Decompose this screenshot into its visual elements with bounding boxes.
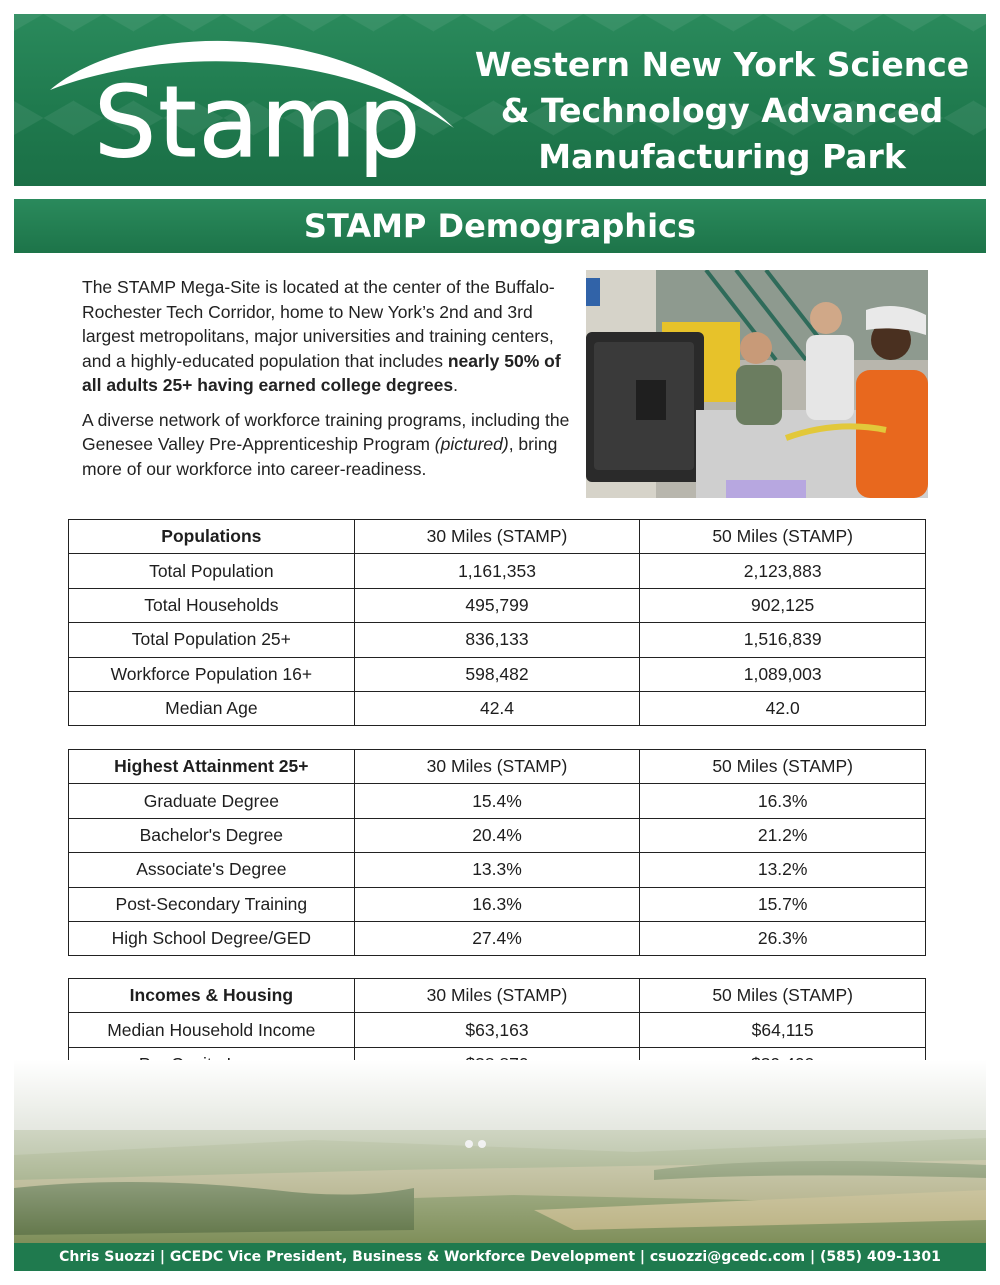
table-cell: 2,123,883 bbox=[640, 554, 926, 588]
table-cell: 15.4% bbox=[354, 784, 640, 818]
table-cell: 598,482 bbox=[354, 657, 640, 691]
table-header-cell: Populations bbox=[69, 520, 355, 554]
table-row bbox=[69, 657, 926, 691]
intro-text bbox=[82, 275, 572, 491]
table-cell: High School Degree/GED bbox=[69, 921, 355, 955]
intro-paragraph-2 bbox=[82, 408, 572, 482]
table-header-row bbox=[69, 750, 926, 784]
table-header-row bbox=[69, 520, 926, 554]
page-title: Western New York Science & Technology Advanced Manufacturing Park bbox=[474, 45, 970, 176]
table-row bbox=[69, 554, 926, 588]
intro-p1-text: The STAMP Mega-Site is located at the center of the Buffalo-Rochester Tech Corridor, home to New York’s 2nd and 3rd largest metropolitans, major universities and training centers, and a highly-educated population that includes bbox=[82, 277, 555, 371]
table-header-cell: 50 Miles (STAMP) bbox=[640, 979, 926, 1013]
table-row bbox=[69, 784, 926, 818]
table-cell: Associate's Degree bbox=[69, 853, 355, 887]
table-row bbox=[69, 818, 926, 852]
table-cell: 16.3% bbox=[354, 887, 640, 921]
stamp-logo bbox=[42, 28, 462, 178]
table-row bbox=[69, 588, 926, 622]
header-banner bbox=[14, 14, 986, 186]
table-cell: Total Population bbox=[69, 554, 355, 588]
table-cell: 902,125 bbox=[640, 588, 926, 622]
table-cell: Median Household Income bbox=[69, 1013, 355, 1047]
table-cell: 26.3% bbox=[640, 921, 926, 955]
table-header-cell: 50 Miles (STAMP) bbox=[640, 520, 926, 554]
training-photo bbox=[586, 270, 928, 498]
table-cell: $63,163 bbox=[354, 1013, 640, 1047]
intro-p2-end: , bring more of our workforce into career-readiness. bbox=[82, 434, 558, 479]
table-cell: 1,161,353 bbox=[354, 554, 640, 588]
table-cell: 15.7% bbox=[640, 887, 926, 921]
table-row bbox=[69, 887, 926, 921]
table-header-cell: 30 Miles (STAMP) bbox=[354, 750, 640, 784]
table-row bbox=[69, 853, 926, 887]
landscape-illustration bbox=[14, 1060, 986, 1243]
table-cell: Total Households bbox=[69, 588, 355, 622]
table-cell: 836,133 bbox=[354, 623, 640, 657]
table-row bbox=[69, 691, 926, 725]
table-cell: 1,089,003 bbox=[640, 657, 926, 691]
contact-footer: Chris Suozzi | GCEDC Vice President, Business & Workforce Development | csuozzi@gcedc.com | (585) 409-1301 bbox=[14, 1243, 986, 1271]
table-cell: 42.4 bbox=[354, 691, 640, 725]
table-header-cell: 30 Miles (STAMP) bbox=[354, 979, 640, 1013]
table-cell: Graduate Degree bbox=[69, 784, 355, 818]
table-header-cell: Highest Attainment 25+ bbox=[69, 750, 355, 784]
table-row bbox=[69, 1013, 926, 1047]
intro-p2-italic: (pictured) bbox=[434, 434, 509, 454]
table-cell: 16.3% bbox=[640, 784, 926, 818]
table-cell: 13.2% bbox=[640, 853, 926, 887]
intro-paragraph-1 bbox=[82, 275, 572, 398]
section-title: STAMP Demographics bbox=[14, 199, 986, 253]
attainment-table bbox=[68, 749, 926, 956]
table-cell: 20.4% bbox=[354, 818, 640, 852]
populations-table bbox=[68, 519, 926, 726]
table-header-cell: 30 Miles (STAMP) bbox=[354, 520, 640, 554]
table-cell: 1,516,839 bbox=[640, 623, 926, 657]
table-cell: Workforce Population 16+ bbox=[69, 657, 355, 691]
table-header-row bbox=[69, 979, 926, 1013]
logo-text: Stamp bbox=[94, 66, 423, 180]
table-cell: 21.2% bbox=[640, 818, 926, 852]
table-header-cell: 50 Miles (STAMP) bbox=[640, 750, 926, 784]
photo-illustration bbox=[586, 270, 928, 498]
table-cell: 495,799 bbox=[354, 588, 640, 622]
table-cell: 27.4% bbox=[354, 921, 640, 955]
landscape-image bbox=[14, 1060, 986, 1243]
table-cell: Total Population 25+ bbox=[69, 623, 355, 657]
table-row bbox=[69, 921, 926, 955]
intro-p1-end: . bbox=[453, 375, 458, 395]
table-cell: $64,115 bbox=[640, 1013, 926, 1047]
intro-p2-text: A diverse network of workforce training programs, including the Genesee Valley Pre-Apprenticeship Program bbox=[82, 409, 570, 454]
table-cell: Post-Secondary Training bbox=[69, 887, 355, 921]
table-header-cell: Incomes & Housing bbox=[69, 979, 355, 1013]
table-cell: 42.0 bbox=[640, 691, 926, 725]
intro-p1-highlight: nearly 50% of all adults 25+ having earned college degrees bbox=[82, 350, 561, 395]
table-cell: 13.3% bbox=[354, 853, 640, 887]
table-cell: Median Age bbox=[69, 691, 355, 725]
table-cell: Bachelor's Degree bbox=[69, 818, 355, 852]
table-row bbox=[69, 623, 926, 657]
